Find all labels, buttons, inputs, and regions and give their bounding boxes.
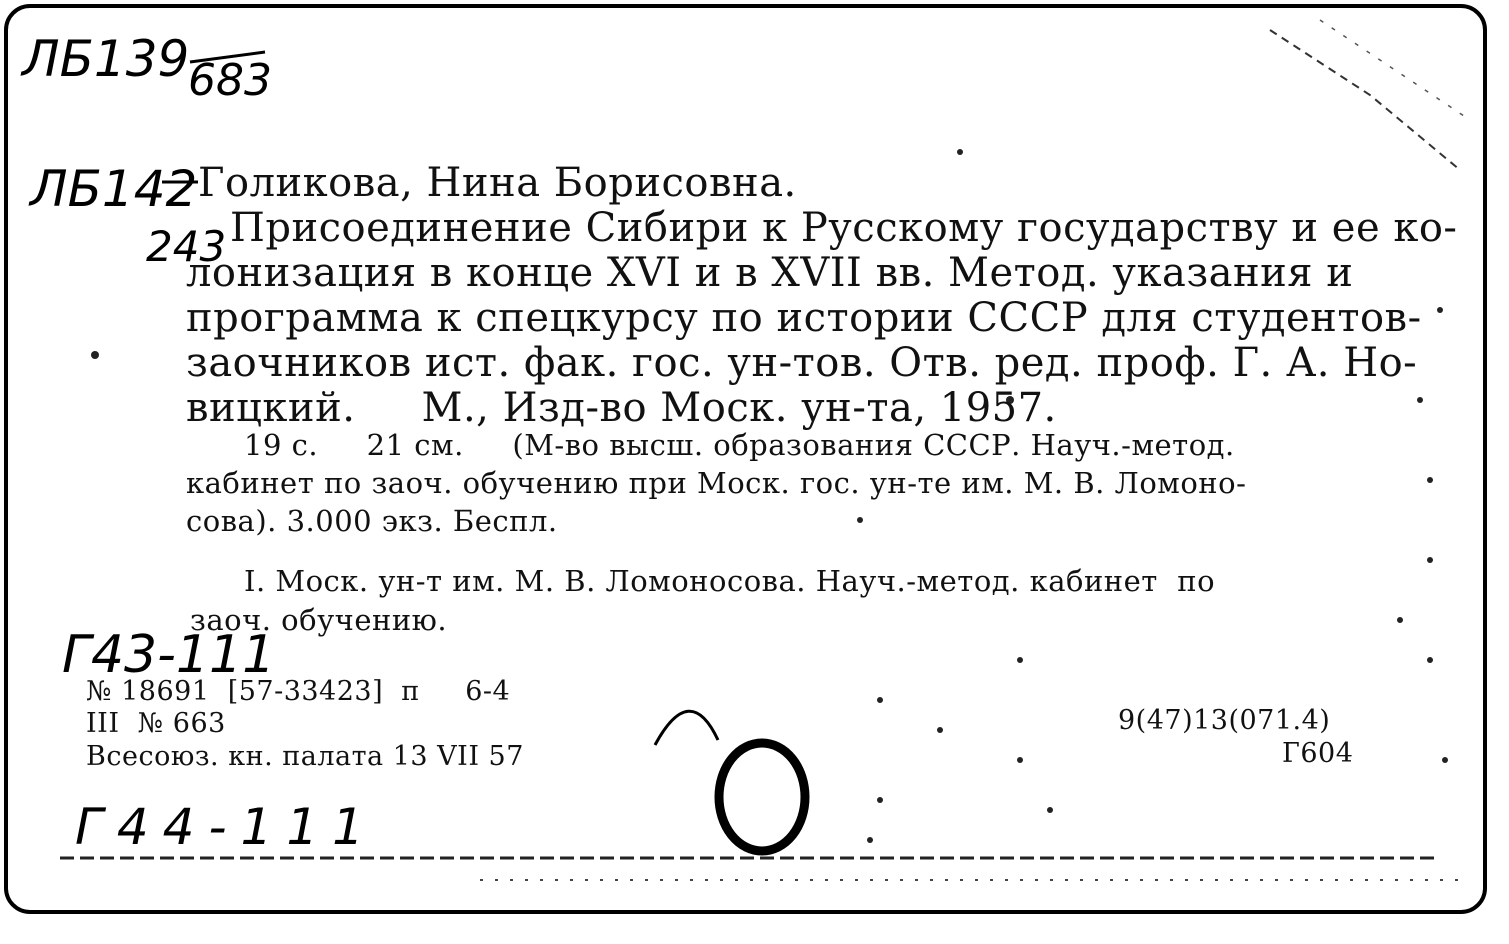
title-line-1: Присоединение Сибири к Русскому государству и ее ко-: [230, 205, 1458, 251]
title-line-5: вицкий. М., Изд-во Моск. ун-та, 1957.: [186, 385, 1057, 431]
author-mark: Г604: [1282, 738, 1354, 769]
handwritten-author-code-sub: 243: [146, 222, 227, 271]
handwritten-circle: [719, 743, 805, 851]
classification-index: 9(47)13(071.4): [1118, 705, 1331, 736]
title-line-3: программа к спецкурсу по истории СССР для студентов-: [186, 295, 1422, 341]
handwritten-top-fraction: 683: [188, 55, 272, 106]
added-entry-line-2: заоч. обучению.: [190, 603, 448, 637]
title-line-2: лонизация в конце XVI и в XVII вв. Метод. указания и: [186, 250, 1354, 296]
physical-line-3: сова). 3.000 экз. Беспл.: [186, 504, 558, 538]
handwritten-author-code: ЛБ142: [30, 160, 198, 218]
handwritten-top-number: ЛБ139: [22, 30, 190, 88]
registration-number: № 18691 [57-33423] п 6-4: [86, 676, 511, 707]
book-chamber-line: Всесоюз. кн. палата 13 VII 57: [86, 741, 524, 772]
series-number: III № 663: [86, 708, 226, 739]
physical-line-2: кабинет по заоч. обучению при Моск. гос. ун-те им. М. В. Ломоно-: [186, 466, 1247, 500]
added-entry-line-1: I. Моск. ун-т им. М. В. Ломоносова. Науч.-метод. кабинет по: [244, 564, 1216, 598]
handwritten-shelf-mark-2: Г44-111: [75, 798, 378, 856]
author-heading: Голикова, Нина Борисовна.: [198, 160, 797, 206]
title-line-4: заочников ист. фак. гос. ун-тов. Отв. ред. проф. Г. А. Но-: [186, 340, 1418, 386]
physical-line-1: 19 с. 21 см. (М-во высш. образования СССР. Науч.-метод.: [244, 428, 1235, 462]
handwritten-shelf-mark-1: Г43-111: [62, 625, 276, 685]
